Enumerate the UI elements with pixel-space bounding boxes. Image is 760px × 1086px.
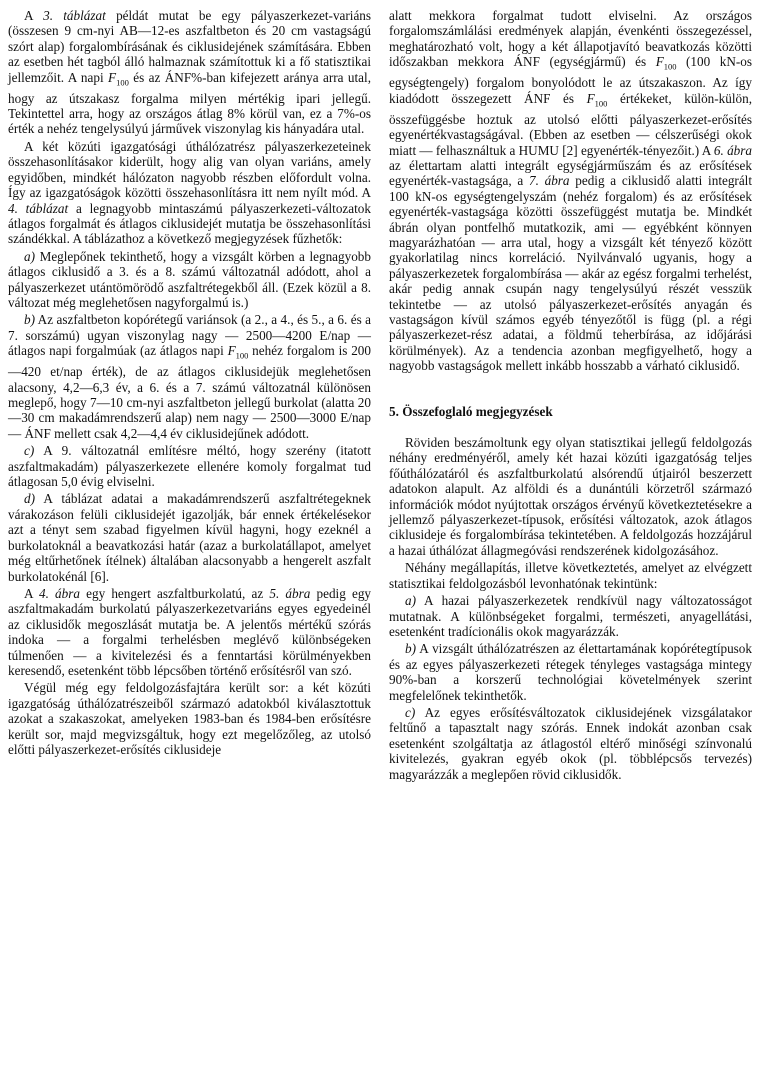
italic-run: c)	[24, 443, 35, 459]
italic-run: 4. táblázat	[8, 200, 69, 216]
left-column	[8, 8, 371, 1086]
paragraph	[8, 249, 371, 311]
text-run: (100 kN-os egységtengely) forgalom bonyolódott le az útszakaszon. Az így kiadódott összegezett ÁNF és	[389, 54, 752, 106]
text-run: Az aszfaltbeton kopórétegű variánsok (a 2., a 4., és 5., a 6. és a 7. sorszámú) ugyan viszonylag nagy — 2500—4200 E/nap — átlagos napi forgalmúak (az átlagos napi	[8, 312, 371, 359]
text-run: értékeket, külön-külön, összefüggésbe hoztuk az utolsó előtti pályaszerkezet-erősítés egyenértékvastagságával. (Ebben az esetben — célszerűségi okok miatt — felhasználtuk a HUMU [2] egyenérték-tényezőit.) A	[389, 90, 752, 158]
paragraph	[8, 491, 371, 583]
italic-run: 6. ábra	[713, 142, 752, 158]
text-run: pedig a ciklusidő alatti integrált 100 kN-os egységtengelyszám (nehéz forgalom) és az erősítések egyenérték-vastagsága közötti összefüggést mutatja be. Mindkét ábrán olyan pontfelhő mutatkozik, ami — egyébként könnyen magyarázhatóan — arra utal, hogy a vizsgált két tényező között gyakorlatilag nincs korreláció. Nyilvánvaló ugyanis, hogy a pályaszerkezetek forgalombírása — akár az egész forgalmi terhelést, akár pedig annak csupán nagy tengelysúlyú részét vesszük tekintetbe — az utolsó pályaszerkezet-erősítés anyagán és vastagságon kívül számos egyéb tényezőtől is függ (pl. a régi pályaszerkezet-rész adatai, a földmű teherbírása, az időjárási körülmények). Az a tendencia azonban megfigyelhető, hogy a nagyobb vastagságok mellett inkább hosszabb a várható ciklusidő.	[389, 173, 753, 374]
italic-run: a)	[24, 248, 35, 264]
text-run: Röviden beszámoltunk egy olyan statisztikai jellegű feldolgozás néhány eredményéről, amely két hazai közúti igazgatóság teljes főúthálózatáról és aszfaltburkolatú alsórendű útjairól beszerzett adatokon alapult. Az alföldi és a dunántúli körzetről származó információk módot nyújtottak országos érvényű következtetésekre a jellemző pályaszerkezet-típusok, erősítési változatok, azok átlagos ciklusideje és forgalombírása tekintetében. A feldolgozás hozzájárul a hazai úthálózat állagmegóvási rendszerének kidolgozásához.	[389, 435, 752, 558]
text-run: A két közúti igazgatósági úthálózatrész pályaszerkezeteinek összehasonlításakor kiderült, hogy alig van olyan variáns, amely egyidőben, mindkét hálózaton nagyobb részben előfordult volna. Így az igazgatóságok közötti összehasonlításra itt nem nyílt mód. A	[8, 138, 371, 201]
text-run: pedig egy aszfaltmakadám burkolatú pályaszerkezetvariáns egyes egyedeinél az ciklusidők megoszlását mutatja be. A jelentős mértékű szórás indoka — a forgalmi terhelésben meglévő különbségeken túlmenően — a kivitelezési és a fenntartási körülményekben keresendő, esetenként több lépcsőben történő erősítésről van szó.	[8, 585, 372, 678]
italic-run: 3. táblázat	[43, 8, 106, 23]
paragraph	[389, 705, 752, 782]
italic-run: F	[227, 343, 236, 359]
italic-run: b)	[405, 641, 416, 657]
italic-run: 4. ábra	[38, 585, 80, 601]
italic-run: d)	[24, 491, 35, 507]
right-column-bottom	[389, 435, 752, 782]
subscript-run: 100	[663, 61, 677, 72]
italic-run: 5. ábra	[269, 585, 311, 601]
paragraph	[8, 312, 371, 441]
italic-run: a)	[405, 593, 416, 609]
subscript-run: 100	[116, 77, 129, 88]
paragraph	[389, 8, 752, 374]
text-run: Néhány megállapítás, illetve következtetés, amelyet az elvégzett statisztikai feldolgozásból levonhatónak tekintünk:	[389, 560, 752, 591]
subscript-run: 100	[235, 350, 249, 361]
text-run: A vizsgált úthálózatrészen az élettartamának kopórétegtípusok és az egyes pályaszerkezeti rétegek tényleges vastagsága mintegy 90%-ban a korszerű technológiai követelmények szerint megfelelőnek tekinthetők.	[389, 641, 752, 703]
italic-run: c)	[405, 704, 416, 720]
text-run: az élettartam alatti integrált egységjárműszám és az erősítések egyenérték-vastagsága, a	[389, 157, 752, 189]
italic-run: b)	[24, 312, 35, 328]
text-run: nehéz forgalom is 200—420 et/nap érték), de az átlagos ciklusidejük meglehetősen alacsony, 4,2—6,3 év, a 6. és a 7. számú változatnál különösen meglepő, hogy 7—10 cm-nyi aszfaltbeton jellegű burkolat (alatta 20—30 cm makadámrendszerű alap) nem nagy — 2500—3000 E/nap — ÁNF mellett csak 4,2—4,4 év ciklusidejűnek adódott.	[8, 343, 371, 441]
text-run: Meglepőnek tekinthető, hogy a vizsgált körben a legnagyobb átlagos ciklusidő a 3. és a 8. számú változatnál adódott, ahol a pályaszerkezet utántömörödő aszfaltrétegekből áll. (Ezek közül a 8. változat még meglehetősen nagyforgalmú is.)	[8, 248, 371, 310]
text-run: A táblázat adatai a makadámrendszerű aszfaltrétegeknek várakozáson felüli ciklusidejét igazolják, bár ennek értékelésekor azt a tényt sem szabad figyelmen kívül hagyni, hogy ezeknél a burkolatoknál a beavatkozási határ (azaz a burkolatállapot, amelyet még eltűrhetőnek ítélnek) általában alacsonyabb a hengerelt aszfalt burkolatokénál [6].	[8, 491, 371, 584]
right-column	[389, 8, 752, 1086]
text-run: Végül még egy feldolgozásfajtára került sor: a két közúti igazgatóság úthálózatrészeiből származó adatokból kiválasztottuk azokat a szakaszokat, amelyeken 1983-ban és 1984-ben erősítésre került sor, majd megvizsgáltuk, hogy ezt megelőzőleg, az utolsó előtti pályaszerkezet-erősítés ciklusideje	[8, 680, 371, 757]
text-run: a legnagyobb mintaszámú pályaszerkezeti-változatok átlagos forgalmát és átlagos ciklusidejét mutatja be összehasonlítási szándékkal. A táblázathoz a következő megjegyzések fűzhetők:	[8, 200, 371, 247]
italic-run: F	[655, 54, 664, 70]
paragraph	[8, 680, 371, 757]
paragraph	[8, 8, 371, 137]
text-run: egy hengert aszfaltburkolatú, az	[79, 585, 270, 601]
paragraph	[8, 139, 371, 247]
section-heading: 5. Összefoglaló megjegyzések	[389, 403, 553, 419]
paragraph	[389, 641, 752, 703]
paragraph	[389, 560, 752, 591]
paragraph	[8, 443, 371, 489]
right-column-top	[389, 8, 752, 374]
italic-run: 7. ábra	[528, 173, 570, 189]
text-run: alatt mekkora forgalmat tudott elviselni. Az országos forgalomszámlálási eredmények alapján, évenkénti összegezéssel, meghatározható volt, hogy a két állapotjavító beavatkozás közötti időszakban mekkora ÁNF (egységjármű) és	[389, 8, 752, 70]
italic-run: F	[586, 90, 595, 106]
text-run: A hazai pályaszerkezetek rendkívül nagy változatosságot mutatnak. A különbségeket forgalmi, természeti, anyagellátási, esetenként tradícionális okok magyarázzák.	[389, 593, 752, 639]
text-run: Az egyes erősítésváltozatok ciklusidejének vizsgálatakor feltűnő a tapasztalt nagy szórás. Ennek indokát azonban csak esetenként szolgáltatja az átlagostól eltérő minőségi színvonalú kivitelezés, gyakran egyéb okok (pl. többlépcsős tervezés) magyarázzák a meglepően rövid ciklusidők.	[389, 704, 752, 782]
paragraph	[389, 435, 752, 558]
paragraph	[8, 586, 371, 678]
text-run: példát mutat be egy pályaszerkezet-variáns (összesen 9 cm-nyi AB—12-es aszfaltbeton és 20 cm vastagságú szórt alap) forgalombírásának és ciklusidejének számítására. Ebben az esetben hét tagból álló halmaznak számítottuk ki a fő statisztikai jellemzőit. A napi	[8, 8, 372, 85]
text-run: A 9. változatnál említésre méltó, hogy szerény (itatott aszfaltmakadám) pályaszerkezete ellenére komoly forgalmat tud átlagosan 5,0 évig elviselni.	[8, 443, 371, 490]
text-run: és az ÁNF%-ban kifejezett aránya arra utal, hogy az útszakasz forgalma milyen mértékig ipari jellegű. Tekintettel arra, hogy az országos átlag 8% körül van, ez a 7%-os érték a nehéz tengelysúlyú járművek viszonylag kis hányadára utal.	[8, 69, 371, 137]
paragraph	[389, 593, 752, 639]
text-run: A	[24, 8, 44, 23]
subscript-run: 100	[594, 98, 608, 109]
italic-run: F	[108, 69, 117, 85]
text-run: A	[24, 585, 39, 601]
